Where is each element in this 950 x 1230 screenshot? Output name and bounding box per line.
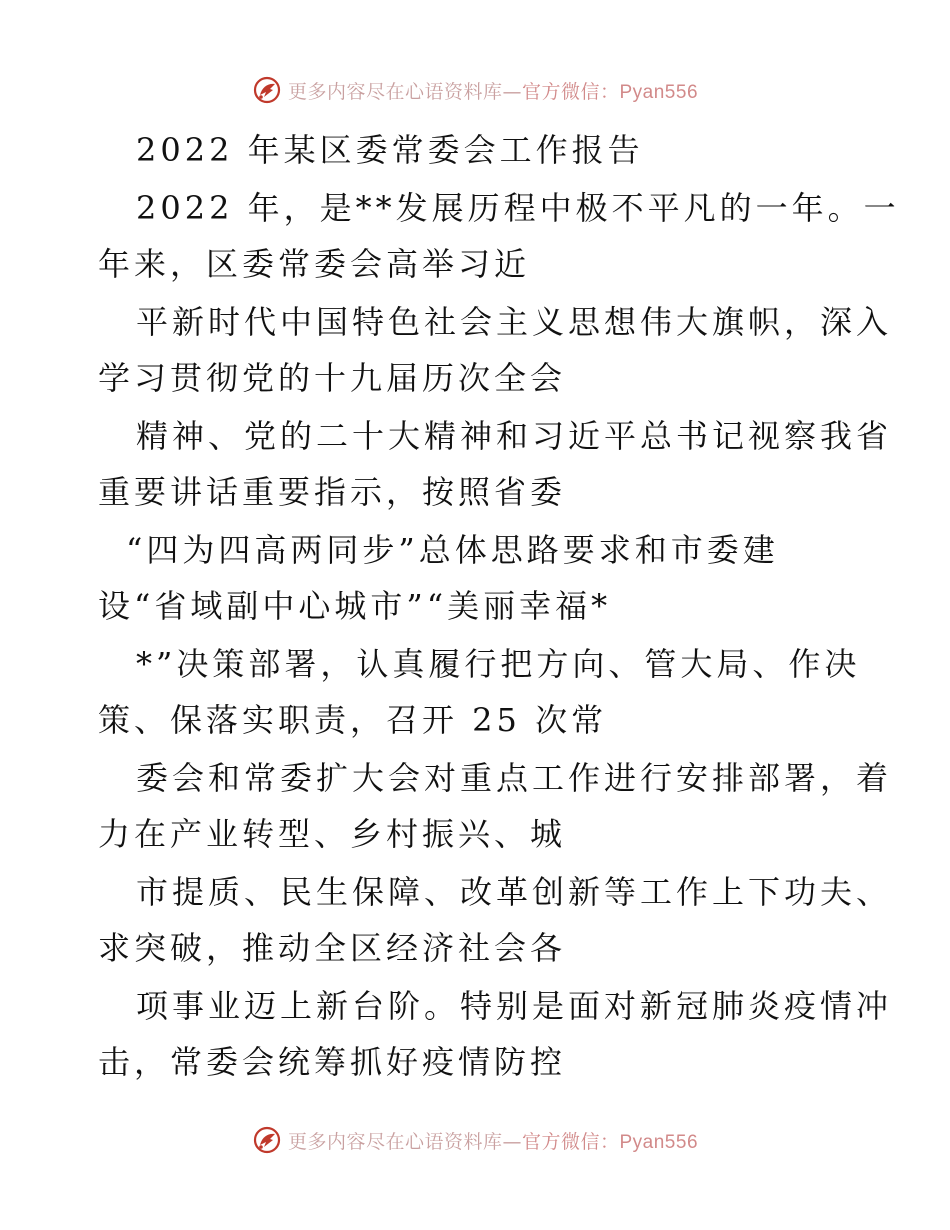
footer-brand-bar (0, 1120, 950, 1160)
brand-logo-icon (252, 75, 282, 105)
footer-separator: — (502, 1130, 522, 1153)
document-title: 2022 年某区委常委会工作报告 (136, 131, 644, 169)
brand-logo-icon (252, 1125, 282, 1155)
footer-brand-name: 更多内容尽在心语资料库 (287, 1130, 503, 1153)
header-brand-bar (0, 70, 950, 110)
body-line-6: 重要讲话重要指示，按照省委 (98, 473, 567, 511)
body-line-10: 策、保落实职责，召开 25 次常 (98, 701, 608, 739)
body-line-9: *”决策部署，认真履行把方向、管大局、作决 (136, 645, 861, 683)
body-line-8: 设“省域副中心城市”“美丽幸福* (98, 587, 612, 625)
body-line-7: “四为四高两同步”总体思路要求和市委建 (126, 531, 779, 569)
body-line-1: 2022 年，是**发展历程中极不平凡的一年。一 (136, 189, 900, 227)
body-line-5: 精神、党的二十大精神和习近平总书记视察我省 (136, 417, 893, 455)
header-brand-text (288, 77, 698, 104)
footer-contact: 官方微信：Pyan556 (522, 1131, 699, 1153)
body-line-4: 学习贯彻党的十九届历次全会 (98, 359, 567, 397)
footer-brand-text (288, 1127, 698, 1154)
body-line-13: 市提质、民生保障、改革创新等工作上下功夫、 (136, 873, 893, 911)
body-line-14: 求突破，推动全区经济社会各 (98, 929, 567, 967)
body-line-11: 委会和常委扩大会对重点工作进行安排部署，着 (136, 759, 893, 797)
header-brand-name: 更多内容尽在心语资料库 (287, 80, 503, 103)
body-line-12: 力在产业转型、乡村振兴、城 (98, 815, 567, 853)
body-line-3: 平新时代中国特色社会主义思想伟大旗帜，深入 (136, 303, 893, 341)
body-line-2: 年来，区委常委会高举习近 (98, 245, 531, 283)
body-line-16: 击，常委会统筹抓好疫情防控 (98, 1043, 567, 1081)
body-line-15: 项事业迈上新台阶。特别是面对新冠肺炎疫情冲 (136, 987, 893, 1025)
header-contact: 官方微信：Pyan556 (522, 81, 699, 103)
header-separator: — (502, 80, 522, 103)
